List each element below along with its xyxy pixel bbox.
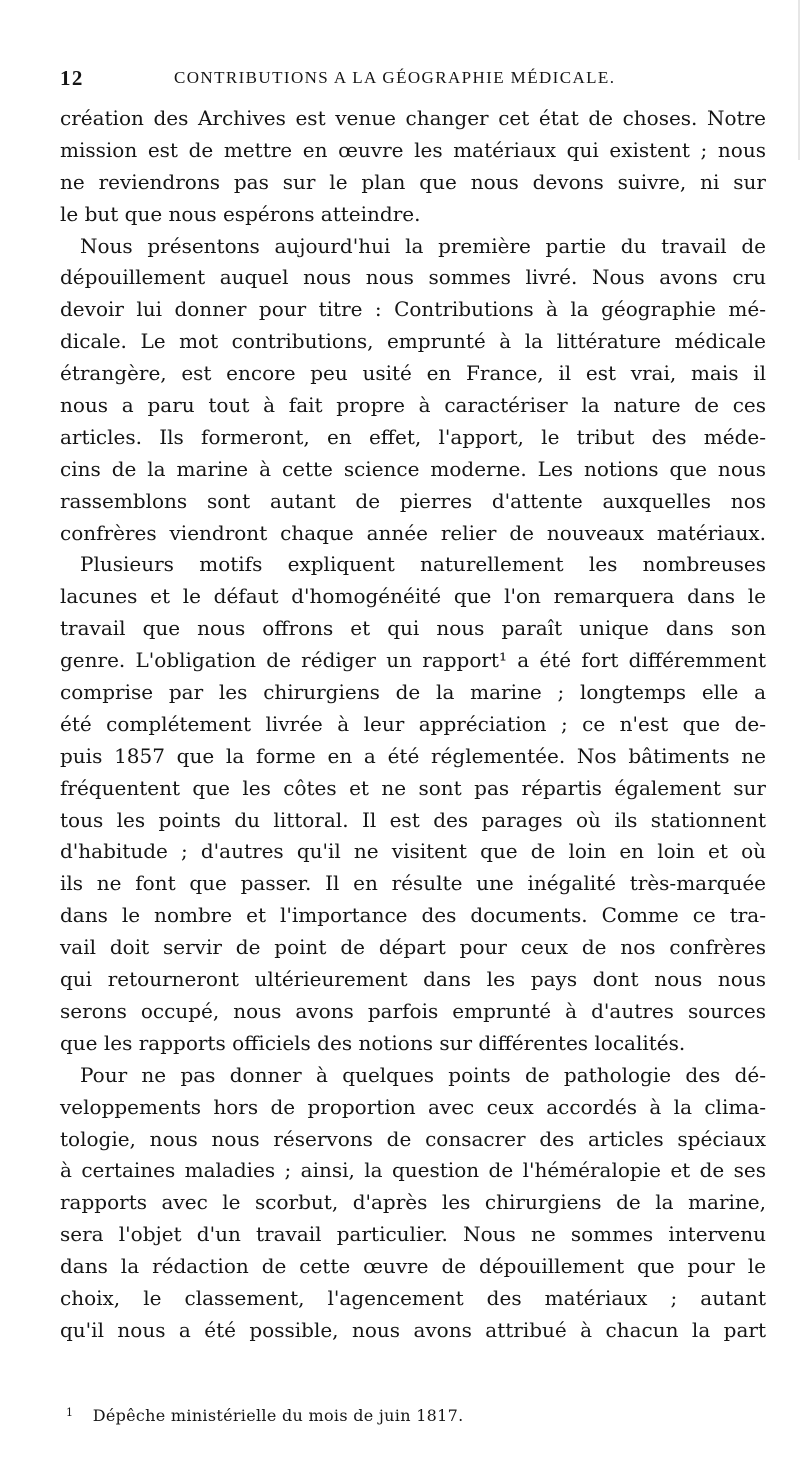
footnote-marker: 1 — [66, 1406, 74, 1419]
text-line: création des Archives est venue changer cet état de choses. Notre — [60, 106, 766, 130]
text-line: devoir lui donner pour titre : Contributions à la géographie mé- — [60, 297, 766, 322]
running-title: CONTRIBUTIONS A LA GÉOGRAPHIE MÉDICALE. — [174, 68, 616, 87]
text-line: dicale. Le mot contributions, emprunté à la littérature médicale — [60, 329, 766, 354]
text-line: à certaines maladies ; ainsi, la question de l'héméralopie et de ses — [60, 1158, 766, 1183]
paragraph-start-line: Nous présentons aujourd'hui la première partie du travail de — [80, 233, 766, 258]
text-line: que les rapports officiels des notions sur différentes localités. — [60, 1030, 686, 1055]
text-line: qu'il nous a été possible, nous avons attribué à chacun la part — [60, 1317, 766, 1342]
text-line: genre. L'obligation de rédiger un rapport¹ a été fort différemment — [60, 648, 766, 673]
text-line: choix, le classement, l'agencement des matériaux ; autant — [60, 1285, 766, 1310]
text-line: cins de la marine à cette science moderne. Les notions que nous — [60, 456, 766, 481]
text-line: ils ne font que passer. Il en résulte une inégalité très-marquée — [60, 871, 766, 896]
text-line: lacunes et le défaut d'homogénéité que l'on remarquera dans le — [60, 584, 766, 609]
footnote-text: Dépêche ministérielle du mois de juin 1817. — [92, 1406, 464, 1425]
page-header — [60, 66, 760, 94]
text-line: le but que nous espérons atteindre. — [60, 201, 421, 226]
text-line: fréquentent que les côtes et ne sont pas répartis également sur — [60, 775, 766, 800]
text-line: tologie, nous nous réservons de consacrer des articles spéciaux — [60, 1126, 766, 1151]
text-line: travail que nous offrons et qui nous paraît unique dans son — [60, 616, 766, 641]
text-line: été complétement livrée à leur appréciation ; ce n'est que de- — [60, 711, 766, 736]
footnote — [66, 1406, 666, 1425]
text-line: qui retourneront ultérieurement dans les pays dont nous nous — [60, 967, 766, 992]
text-line: d'habitude ; d'autres qu'il ne visitent que de loin en loin et où — [60, 839, 766, 864]
text-line: dans le nombre et l'importance des documents. Comme ce tra- — [60, 903, 766, 928]
text-line: comprise par les chirurgiens de la marine ; longtemps elle a — [60, 680, 766, 705]
text-line: tous les points du littoral. Il est des parages où ils stationnent — [60, 807, 766, 832]
text-line: sera l'objet d'un travail particulier. Nous ne sommes intervenu — [60, 1222, 766, 1247]
text-line: serons occupé, nous avons parfois emprunté à d'autres sources — [60, 998, 766, 1023]
text-line: nous a paru tout à fait propre à caractériser la nature de ces — [60, 393, 766, 418]
text-line: dans la rédaction de cette œuvre de dépouillement que pour le — [60, 1254, 766, 1279]
paragraph-start-line: Plusieurs motifs expliquent naturellement les nombreuses — [80, 552, 766, 577]
text-line: articles. Ils formeront, en effet, l'apport, le tribut des méde- — [60, 424, 766, 449]
text-line: veloppements hors de proportion avec ceux accordés à la clima- — [60, 1094, 766, 1119]
text-line: vail doit servir de point de départ pour ceux de nos confrères — [60, 935, 766, 960]
text-line: ne reviendrons pas sur le plan que nous devons suivre, ni sur — [60, 169, 766, 194]
text-line: rapports avec le scorbut, d'après les chirurgiens de la marine, — [60, 1190, 766, 1215]
text-line: étrangère, est encore peu usité en France, il est vrai, mais il — [60, 361, 766, 386]
page-number: 12 — [60, 66, 84, 90]
paragraph-start-line: Pour ne pas donner à quelques points de pathologie des dé- — [80, 1062, 766, 1087]
text-line: mission est de mettre en œuvre les matériaux qui existent ; nous — [60, 137, 766, 162]
text-line: confrères viendront chaque année relier de nouveaux matériaux. — [60, 520, 766, 545]
text-line: rassemblons sont autant de pierres d'attente auxquelles nos — [60, 488, 766, 513]
text-line: dépouillement auquel nous nous sommes livré. Nous avons cru — [60, 265, 766, 290]
text-line: puis 1857 que la forme en a été réglementée. Nos bâtiments ne — [60, 743, 766, 768]
body-text — [60, 103, 766, 1347]
